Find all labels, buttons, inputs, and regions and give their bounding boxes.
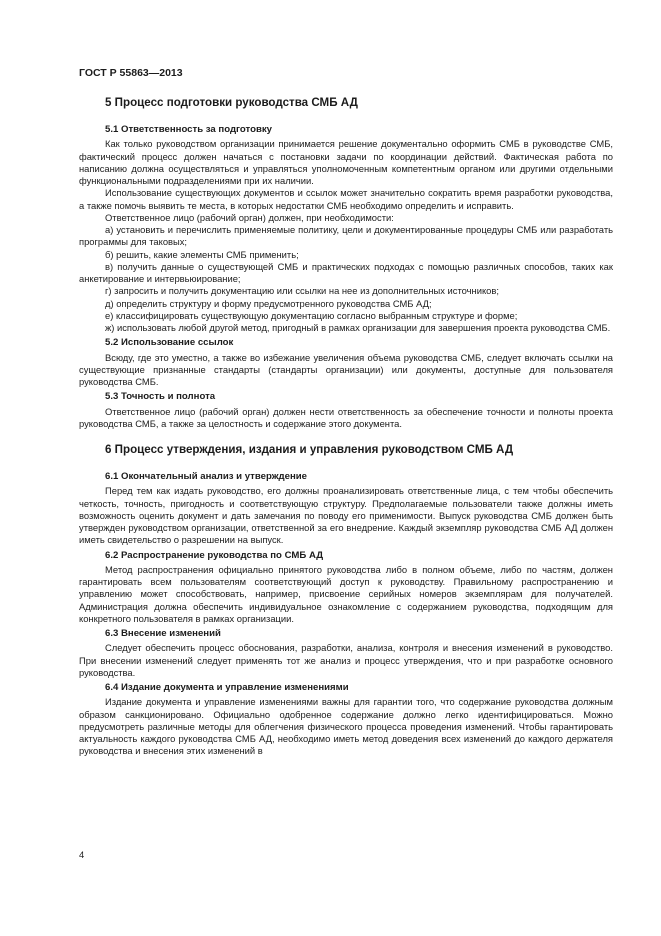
section-6-heading: 6 Процесс утверждения, издания и управления руководством СМБ АД — [105, 443, 514, 456]
paragraph: Всюду, где это уместно, а также во избежание увеличения объема руководства СМБ, следует включать ссылки на существующие признанные стандарты (стандарты организации) или документы, доступные для пользователя руководства СМБ. — [79, 351, 613, 387]
paragraph: Перед тем как издать руководство, его должны проанализировать ответственные лица, с тем чтобы обеспечить четкость, точность, пригодность и соответствующую структуру. Предполагаемые пользователи также должны иметь возможность оценить документ и дать замечания по поводу его применимости. Выпуск руководства СМБ должен быть утвержден руководством организации, ответственной за его внедрение. Каждый экземпляр руководства СМБ АД должен иметь свидетельство о разрешении на выпуск. — [79, 485, 613, 546]
subsection-6-3-heading: 6.3 Внесение изменений — [105, 628, 221, 639]
list-item: б) решить, какие элементы СМБ применить; — [105, 248, 299, 260]
list-item: г) запросить и получить документацию или ссылки на нее из дополнительных источников; — [105, 285, 499, 297]
subsection-5-3-heading: 5.3 Точность и полнота — [105, 391, 216, 403]
section-5-heading: 5 Процесс подготовки руководства СМБ АД — [105, 96, 358, 109]
paragraph: Ответственное лицо (рабочий орган) должен, при необходимости: — [105, 211, 394, 223]
subsection-6-4-heading: 6.4 Издание документа и управление изменениями — [105, 682, 349, 693]
list-item: д) определить структуру и форму предусмотренного руководства СМБ АД; — [105, 297, 432, 309]
paragraph: Издание документа и управление изменениями важны для гарантии того, что содержание руководства должным образом санкционировано. Официально одобренное содержание должно легко идентифицироваться. Можно предусмотреть различные методы для облегчения физического процесса проведения изменений. Чтобы гарантировать актуальность каждого руководства СМБ АД, необходимо иметь метод доведения всех изменений до каждого держателя руководства и внесения этих изменений в — [79, 696, 613, 757]
paragraph: Использование существующих документов и ссылок может значительно сократить время разработки руководства, а также помочь выявить те места, в которых недостатки СМБ необходимо определить и исправить. — [79, 187, 613, 211]
subsection-6-1-heading: 6.1 Окончательный анализ и утверждение — [105, 471, 307, 482]
list-item: ж) использовать любой другой метод, пригодный в рамках организации для завершения проекта руководства СМБ. — [105, 322, 611, 333]
list-item: а) установить и перечислить применяемые политику, цели и документированные процедуры СМБ или разработать программы для таковых; — [79, 224, 613, 248]
paragraph: Ответственное лицо (рабочий орган) должен нести ответственность за обеспечение точности и полноты проекта руководства СМБ, а также за целостность и содержание этого документа. — [79, 405, 613, 429]
subsection-5-1-heading: 5.1 Ответственность за подготовку — [105, 124, 272, 135]
page-number: 4 — [79, 849, 85, 860]
paragraph: Как только руководством организации принимается решение документально оформить СМБ в руководстве СМБ, фактический процесс должен начаться с постановки задачи по координации действий. Фактическая работа по написанию должна осуществляться и управляться уполномоченным компетентным органом или другими отдельными функциональными подразделениями при их наличии. — [79, 138, 613, 186]
standard-designation: ГОСТ Р 55863—2013 — [79, 67, 183, 79]
paragraph: Метод распространения официально принятого руководства либо в полном объеме, либо по частям, должен гарантировать всем пользователям соответствующий доступ к руководству. Правильному распространению и управлению может способствовать, например, присвоение серийных номеров экземплярам для получателей. Администрация должна обеспечить индивидуальное ознакомление с содержанием руководства, подходящим для конкретного пользователя в рамках организации. — [79, 563, 613, 624]
document-body — [79, 95, 613, 758]
subsection-6-2-heading: 6.2 Распространение руководства по СМБ АД — [105, 549, 324, 561]
list-item: в) получить данные о существующей СМБ и практических подходах с помощью различных способов, таких как анкетирование и интервьюирование; — [79, 260, 613, 284]
subsection-5-2-heading: 5.2 Использование ссылок — [105, 337, 234, 349]
paragraph: Следует обеспечить процесс обоснования, разработки, анализа, контроля и внесения изменений в руководство. При внесении изменений следует применять тот же анализ и процесс утверждения, что и при разработке основного руководства. — [79, 642, 613, 678]
list-item: е) классифицировать существующую документацию согласно выбранным структуре и форме; — [105, 309, 518, 321]
